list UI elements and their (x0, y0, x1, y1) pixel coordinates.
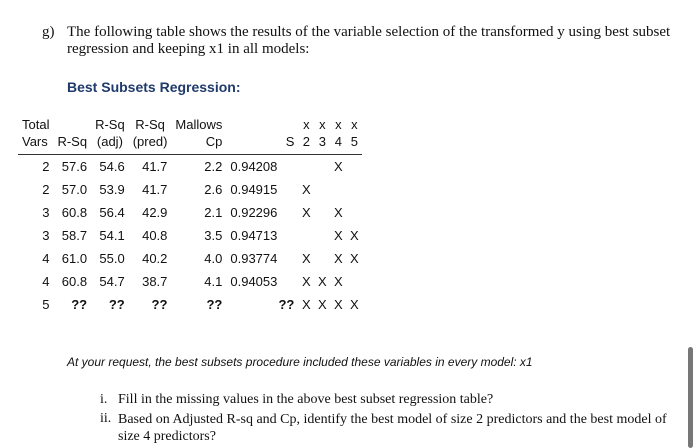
cell-rsq-pred: 38.7 (142, 274, 168, 289)
cell-cp: 2.1 (204, 205, 223, 220)
cell-x4: X (334, 297, 343, 312)
table-row-missing (18, 293, 362, 316)
cell-x5: X (350, 297, 359, 312)
cell-cp: 2.2 (204, 159, 223, 174)
cell-rsq-adj: 54.7 (99, 274, 125, 289)
question-text: The following table shows the results of the variable selection of the transformed y using best subset regression and keeping x1 in all models: (67, 24, 671, 57)
cell-cp: 2.6 (204, 182, 223, 197)
cell-x5 (346, 270, 362, 293)
cell-rsq: 60.8 (61, 205, 88, 220)
cell-vars: 5 (42, 297, 50, 312)
header-x4: x 4 (334, 117, 342, 149)
table-row (18, 224, 362, 247)
cell-cp: 4.1 (204, 274, 223, 289)
cell-s: 0.94915 (230, 182, 278, 197)
cell-x3 (314, 247, 330, 270)
cell-rsq-adj: 54.1 (99, 228, 125, 243)
cell-vars: 2 (42, 159, 50, 174)
subquestion-i-number: i. (100, 392, 108, 407)
cell-vars: 4 (42, 251, 50, 266)
header-x5: x 5 (350, 117, 358, 149)
cell-x5 (346, 201, 362, 224)
cell-vars: 3 (42, 205, 50, 220)
header-x3: x 3 (318, 117, 326, 149)
cell-x5 (346, 178, 362, 201)
cell-x3 (314, 224, 330, 247)
cell-x3: X (318, 297, 327, 312)
cell-rsq-adj: 53.9 (99, 182, 125, 197)
header-s: S (285, 134, 295, 149)
header-rsq-adj: R-Sq (adj) (95, 117, 125, 149)
cell-x2: X (302, 205, 311, 220)
header-vars: Total Vars (22, 117, 50, 149)
cell-x4: X (334, 159, 343, 174)
cell-x3 (314, 178, 330, 201)
cell-rsq-adj-missing: ?? (108, 297, 125, 312)
cell-s: 0.92296 (230, 205, 278, 220)
cell-rsq-pred: 40.8 (142, 228, 168, 243)
cell-x5 (346, 155, 362, 179)
cell-rsq-adj: 56.4 (99, 205, 125, 220)
cell-x2: X (302, 297, 311, 312)
cell-x3 (314, 201, 330, 224)
question-label: g) (42, 24, 55, 40)
cell-s: 0.94713 (230, 228, 278, 243)
cell-s-missing: ?? (278, 297, 295, 312)
cell-x4 (330, 178, 346, 201)
cell-rsq-pred: 41.7 (142, 159, 168, 174)
table-row (18, 270, 362, 293)
cell-x4: X (334, 205, 343, 220)
cell-rsq-adj: 54.6 (99, 159, 125, 174)
cell-x5: X (350, 251, 359, 266)
cell-rsq: 60.8 (61, 274, 88, 289)
cell-x3 (314, 155, 330, 179)
cell-x2: X (302, 274, 311, 289)
cell-rsq: 61.0 (61, 251, 88, 266)
header-x2: x 2 (302, 117, 310, 149)
table-title: Best Subsets Regression: (67, 79, 241, 95)
cell-vars: 2 (42, 182, 50, 197)
cell-rsq-pred: 40.2 (142, 251, 168, 266)
cell-rsq-adj: 55.0 (99, 251, 125, 266)
cell-s: 0.94053 (230, 274, 278, 289)
cell-s: 0.94208 (230, 159, 278, 174)
table-row (18, 178, 362, 201)
cell-rsq: 57.6 (61, 159, 88, 174)
subquestion-i-text: Fill in the missing values in the above best subset regression table? (118, 392, 494, 407)
cell-x3: X (318, 274, 327, 289)
cell-rsq: 57.0 (61, 182, 88, 197)
table-row (18, 247, 362, 270)
cell-cp-missing: ?? (206, 297, 223, 312)
table-header (18, 116, 362, 155)
header-rsq: R-Sq (57, 134, 88, 149)
cell-x2 (298, 155, 314, 179)
header-mallows-cp: Mallows Cp (175, 117, 223, 149)
header-rsq-pred: R-Sq (pred) (132, 117, 168, 149)
table-row (18, 155, 362, 179)
cell-cp: 4.0 (204, 251, 223, 266)
cell-x4: X (334, 228, 343, 243)
subquestion-ii-number: ii. (100, 411, 112, 426)
cell-vars: 3 (42, 228, 50, 243)
subquestion-ii-text: Based on Adjusted R-sq and Cp, identify the best model of size 2 predictors and the best model of size 4 predictors? (118, 412, 667, 444)
cell-x5: X (350, 228, 359, 243)
table-row (18, 201, 362, 224)
cell-x2 (298, 224, 314, 247)
scrollbar[interactable] (688, 347, 693, 448)
cell-rsq-missing: ?? (71, 297, 88, 312)
cell-s: 0.93774 (230, 251, 278, 266)
cell-x2: X (302, 251, 311, 266)
cell-rsq-pred: 41.7 (142, 182, 168, 197)
cell-x2: X (302, 182, 311, 197)
cell-x4: X (334, 274, 343, 289)
cell-rsq: 58.7 (61, 228, 88, 243)
cell-cp: 3.5 (204, 228, 223, 243)
cell-x4: X (334, 251, 343, 266)
cell-rsq-pred: 42.9 (142, 205, 168, 220)
cell-vars: 4 (42, 274, 50, 289)
cell-rsq-pred-missing: ?? (151, 297, 168, 312)
best-subsets-table (18, 116, 362, 316)
table-note: At your request, the best subsets procedure included these variables in every model: x1 (67, 355, 533, 369)
